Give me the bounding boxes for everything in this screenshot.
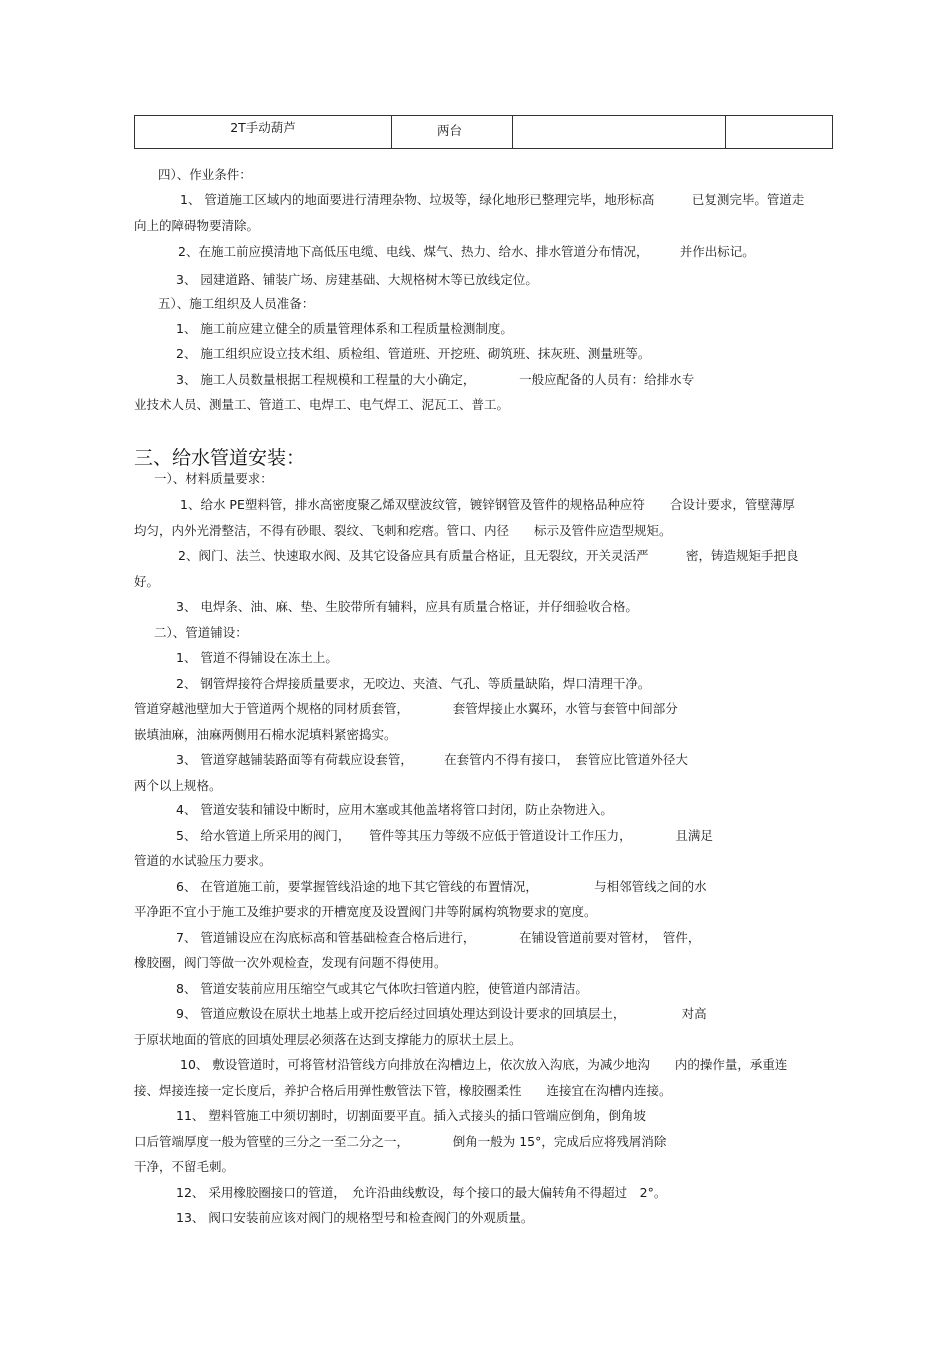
text-line: 4、 管道安装和铺设中断时，应用木塞或其他盖堵将管口封闭，防止杂物进入。 — [176, 802, 613, 817]
text-line: 5、 给水管道上所采用的阀门， 管件等其压力等级不应低于管道设计工作压力， 且满足 — [176, 828, 713, 843]
table-row — [135, 116, 833, 149]
text-line: 3、 管道穿越铺装路面等有荷载应设套管， 在套管内不得有接口， 套管应比管道外径大 — [176, 752, 688, 767]
text-line: 好。 — [134, 574, 160, 589]
text-line: 9、 管道应敷设在原状土地基上或开挖后经过回填处理达到设计要求的回填层土， 对高 — [176, 1006, 707, 1021]
text-line: 平净距不宜小于施工及维护要求的开槽宽度及设置阀门井等附属构筑物要求的宽度。 — [134, 904, 597, 919]
text-line: 1、 管道不得铺设在冻土上。 — [176, 650, 338, 665]
text-line: 3、 园建道路、铺装广场、房建基础、大规格树木等已放线定位。 — [176, 272, 538, 287]
text-line: 一）、材料质量要求： — [154, 471, 273, 486]
text-line: 1、 管道施工区域内的地面要进行清理杂物、垃圾等，绿化地形已整理完毕，地形标高 已复测完毕。管道走 — [180, 192, 805, 207]
section-heading: 三、给水管道安装： — [134, 447, 306, 469]
text-line: 10、 敷设管道时，可将管材沿管线方向排放在沟槽边上，依次放入沟底，为减少地沟 内的操作量，承重连 — [180, 1057, 788, 1072]
text-line: 7、 管道铺设应在沟底标高和管基础检查合格后进行， 在铺设管道前要对管材， 管件， — [176, 930, 701, 945]
empty-cell — [726, 116, 833, 149]
text-line: 3、 电焊条、油、麻、垫、生胶带所有辅料，应具有质量合格证，并仔细验收合格。 — [176, 599, 638, 614]
text-line: 2、阀门、法兰、快速取水阀、及其它设备应具有质量合格证，且无裂纹，开关灵活严 密，铸造规矩手把良 — [178, 548, 799, 563]
text-line: 向上的障碍物要清除。 — [134, 218, 260, 233]
text-line: 均匀，内外光滑整洁，不得有砂眼、裂纹、飞刺和疙瘩。管口、内径 标示及管件应造型规矩。 — [134, 523, 672, 538]
text-line: 干净，不留毛刺。 — [134, 1159, 235, 1174]
text-line: 2、 施工组织应设立技术组、质检组、管道班、开挖班、砌筑班、抹灰班、测量班等。 — [176, 346, 651, 361]
empty-cell — [513, 116, 726, 149]
text-line: 2、 钢管焊接符合焊接质量要求，无咬边、夹渣、气孔、等质量缺陷，焊口清理干净。 — [176, 676, 651, 691]
text-line: 于原状地面的管底的回填处理层必须落在达到支撑能力的原状土层上。 — [134, 1032, 522, 1047]
text-line: 橡胶圈，阀门等做一次外观检查，发现有问题不得使用。 — [134, 955, 447, 970]
text-line: 11、 塑料管施工中须切割时，切割面要平直。插入式接头的插口管端应倒角，倒角坡 — [176, 1108, 646, 1123]
text-line: 2、在施工前应摸清地下高低压电缆、电线、煤气、热力、给水、排水管道分布情况， 并作出标记。 — [178, 244, 755, 259]
text-line: 管道穿越池壁加大于管道两个规格的同材质套管， 套管焊接止水翼环，水管与套管中间部分 — [134, 701, 678, 716]
text-line: 业技术人员、测量工、管道工、电焊工、电气焊工、泥瓦工、普工。 — [134, 397, 510, 412]
text-line: 8、 管道安装前应用压缩空气或其它气体吹扫管道内腔，使管道内部清洁。 — [176, 981, 588, 996]
text-line: 12、 采用橡胶圈接口的管道， 允许沿曲线敷设，每个接口的最大偏转角不得超过 2°。 — [176, 1185, 667, 1200]
text-line: 1、给水 PE塑料管，排水高密度聚乙烯双壁波纹管，镀锌钢管及管件的规格品种应符 合设计要求，管壁薄厚 — [180, 497, 795, 512]
text-line: 管道的水试验压力要求。 — [134, 853, 272, 868]
text-line: 口后管端厚度一般为管壁的三分之一至二分之一， 倒角一般为 15°，完成后应将残屑消除 — [134, 1134, 667, 1149]
text-line: 嵌填油麻，油麻两侧用石棉水泥填料紧密捣实。 — [134, 727, 397, 742]
text-line: 6、 在管道施工前，要掌握管线沿途的地下其它管线的布置情况， 与相邻管线之间的水 — [176, 879, 707, 894]
text-line: 五）、施工组织及人员准备： — [158, 296, 315, 311]
equipment-quantity-cell: 两台 — [392, 116, 513, 149]
text-line: 13、 阀口安装前应该对阀门的规格型号和检查阀门的外观质量。 — [176, 1210, 534, 1225]
text-line: 3、 施工人员数量根据工程规模和工程量的大小确定， 一般应配备的人员有：给排水专 — [176, 372, 695, 387]
equipment-table — [134, 115, 833, 149]
text-line: 四）、作业条件： — [158, 167, 252, 182]
text-line: 两个以上规格。 — [134, 778, 222, 793]
equipment-name-cell: 2T手动葫芦 — [135, 116, 392, 149]
text-line: 1、 施工前应建立健全的质量管理体系和工程质量检测制度。 — [176, 321, 513, 336]
text-line: 二）、管道铺设： — [154, 625, 248, 640]
text-line: 接、焊接连接一定长度后，养护合格后用弹性敷管法下管，橡胶圈柔性 连接宜在沟槽内连接。 — [134, 1083, 672, 1098]
